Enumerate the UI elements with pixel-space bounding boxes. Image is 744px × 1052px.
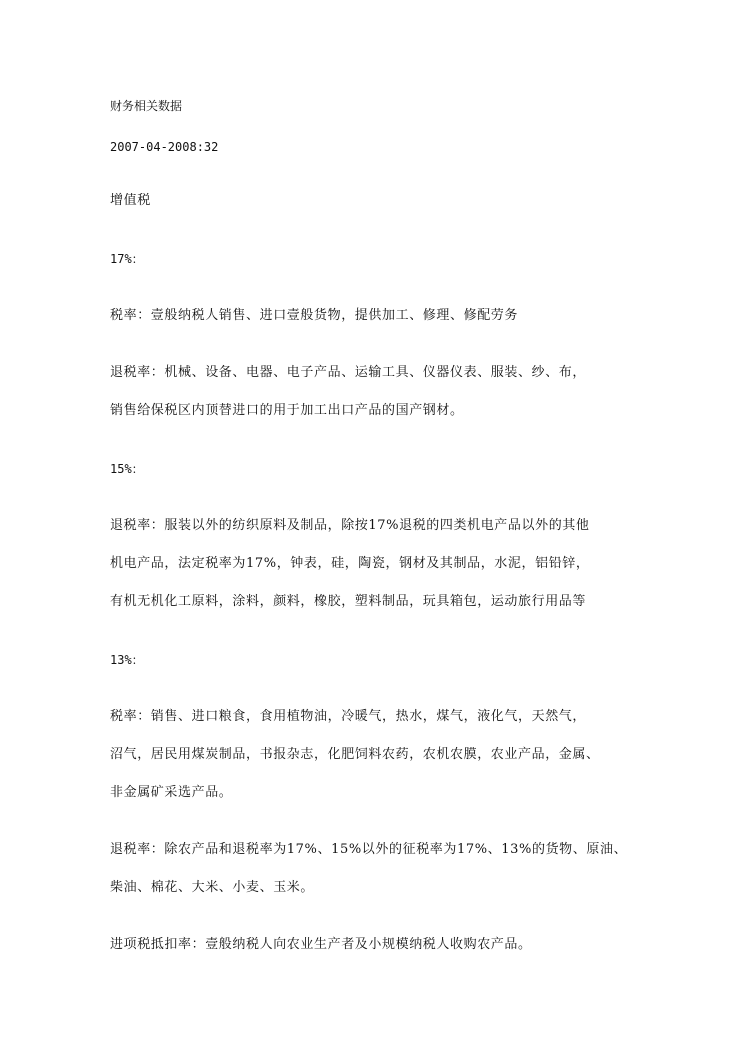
refund-line-15-3: 有机无机化工原料，涂料，颜料，橡胶，塑料制品，玩具箱包，运动旅行用品等 (110, 594, 587, 609)
section-heading-vat: 增值税 (110, 193, 151, 208)
tax-rate-line-13-2: 沼气，居民用煤炭制品，书报杂志，化肥饲料农药，农机农膜，农业产品，金属、 (110, 747, 600, 762)
tax-rate-line-13-1: 税率：销售、进口粮食，食用植物油，冷暖气，热水，煤气，液化气，天然气， (110, 709, 587, 724)
rate-heading-15: 15%： (110, 462, 144, 476)
refund-line-13-1: 退税率：除农产品和退税率为17%、15%以外的征税率为17%、13%的货物、原油、 (110, 842, 628, 857)
document-title: 财务相关数据 (110, 99, 183, 113)
rate-heading-17: 17%： (110, 252, 144, 266)
refund-line-13-2: 柴油、棉花、大米、小麦、玉米。 (110, 880, 315, 895)
input-deduction-line: 进项税抵扣率：壹般纳税人向农业生产者及小规模纳税人收购农产品。 (110, 937, 532, 952)
refund-line-15-2: 机电产品，法定税率为17%，钟表，硅，陶瓷，钢材及其制品，水泥，铝铅锌， (110, 556, 590, 571)
refund-line-15-1: 退税率：服装以外的纺织原料及制品，除按17%退税的四类机电产品以外的其他 (110, 518, 590, 533)
rate-heading-13: 13%： (110, 653, 144, 667)
refund-line-17-1: 退税率：机械、设备、电器、电子产品、运输工具、仪器仪表、服装、纱、布， (110, 365, 587, 380)
tax-rate-line-17: 税率：壹般纳税人销售、进口壹般货物，提供加工、修理、修配劳务 (110, 308, 519, 323)
refund-line-17-2: 销售给保税区内顶替进口的用于加工出口产品的国产钢材。 (110, 403, 464, 418)
tax-rate-line-13-3: 非金属矿采选产品。 (110, 785, 233, 800)
document-datetime: 2007-04-2008:32 (110, 140, 219, 154)
